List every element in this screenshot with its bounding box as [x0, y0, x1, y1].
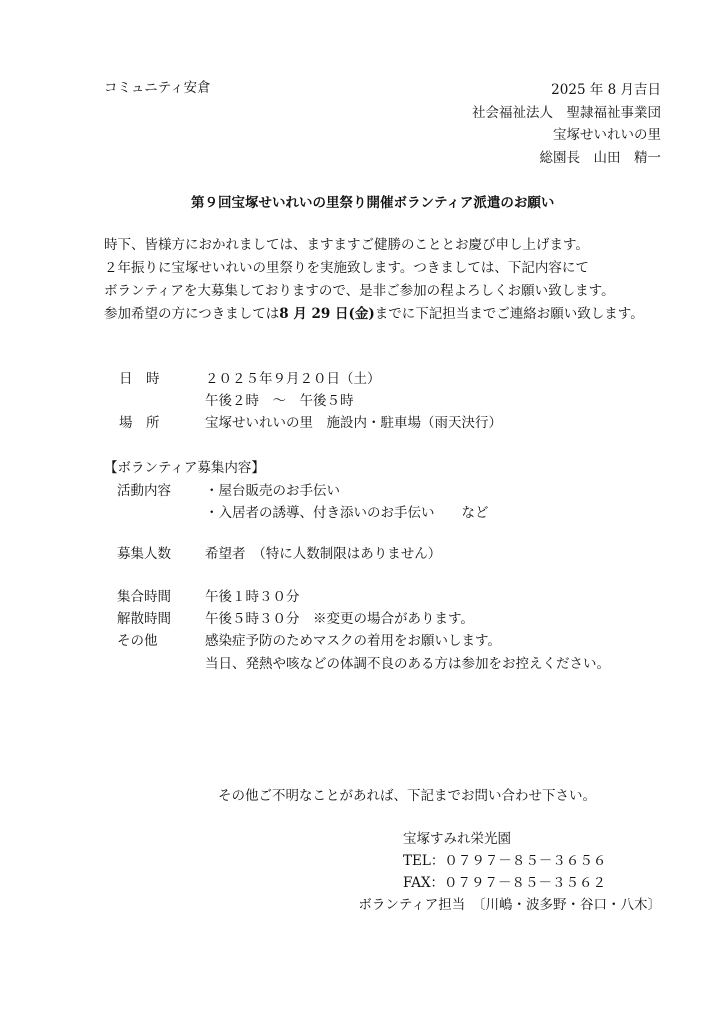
dismiss-label: 解散時間 — [117, 611, 171, 627]
date-label: 日 時 — [119, 371, 160, 387]
contact-fax: FAX：０７９７－８５－３５６２ — [403, 875, 607, 891]
body-line-2: ２年振りに宝塚せいれいの里祭りを実施致します。つきましては、下記内容にて — [104, 260, 589, 276]
deadline-date: 8 月 29 日(金) — [279, 306, 375, 322]
contact-tel: TEL：０７９７－８５－３６５６ — [403, 853, 607, 869]
other-label: その他 — [117, 633, 158, 649]
sender-org: 社会福祉法人 聖隷福祉事業団 — [472, 105, 661, 121]
activity-item-1: ・屋台販売のお手伝い — [205, 483, 340, 499]
body-line-3: ボランティアを大募集しておりますので、是非ご参加の程よろしくお願い致します。 — [104, 283, 615, 299]
activity-label: 活動内容 — [117, 483, 171, 499]
event-time: 午後２時 ～ 午後５時 — [205, 393, 354, 409]
activity-item-2: ・入居者の誘導、付き添いのお手伝い など — [205, 505, 489, 521]
contact-org: 宝塚すみれ栄光園 — [403, 831, 511, 847]
gather-label: 集合時間 — [117, 589, 171, 605]
letter-title: 第９回宝塚せいれいの里祭り開催ボランティア派遣のお願い — [191, 195, 555, 211]
sender-facility: 宝塚せいれいの里 — [553, 127, 661, 143]
letter-date: 2025 年 8 月吉日 — [551, 82, 661, 98]
place-label: 場 所 — [119, 415, 160, 431]
event-date: ２０２５年９月２０日（土） — [205, 371, 381, 387]
other-line-2: 当日、発熱や咳などの体調不良のある方は参加をお控えください。 — [205, 656, 610, 672]
dismiss-time: 午後５時３０分 ※変更の場合があります。 — [205, 611, 474, 627]
volunteer-heading: 【ボランティア募集内容】 — [104, 460, 265, 476]
inquiry-note: その他ご不明なことがあれば、下記までお問い合わせ下さい。 — [218, 788, 596, 804]
body-line-4-pre: 参加希望の方につきましては — [104, 306, 280, 322]
body-line-4 — [104, 305, 644, 323]
recipient: コミュニティ安倉 — [104, 80, 211, 96]
sender-name: 総園長 山田 精一 — [539, 150, 661, 166]
body-line-4-post: までに下記担当までご連絡お願い致します。 — [374, 306, 644, 322]
event-place: 宝塚せいれいの里 施設内・駐車場（雨天決行） — [205, 415, 502, 431]
other-line-1: 感染症予防のためマスクの着用をお願いします。 — [205, 633, 501, 649]
body-line-1: 時下、皆様方におかれましては、ますますご健勝のこととお慶び申し上げます。 — [104, 237, 589, 253]
gather-time: 午後１時３０分 — [205, 589, 300, 605]
volunteer-staff: ボランティア担当 〔川嶋・波多野・谷口・八木〕 — [358, 897, 661, 913]
count-value: 希望者 （特に人数制限はありません） — [205, 546, 442, 562]
count-label: 募集人数 — [117, 546, 171, 562]
